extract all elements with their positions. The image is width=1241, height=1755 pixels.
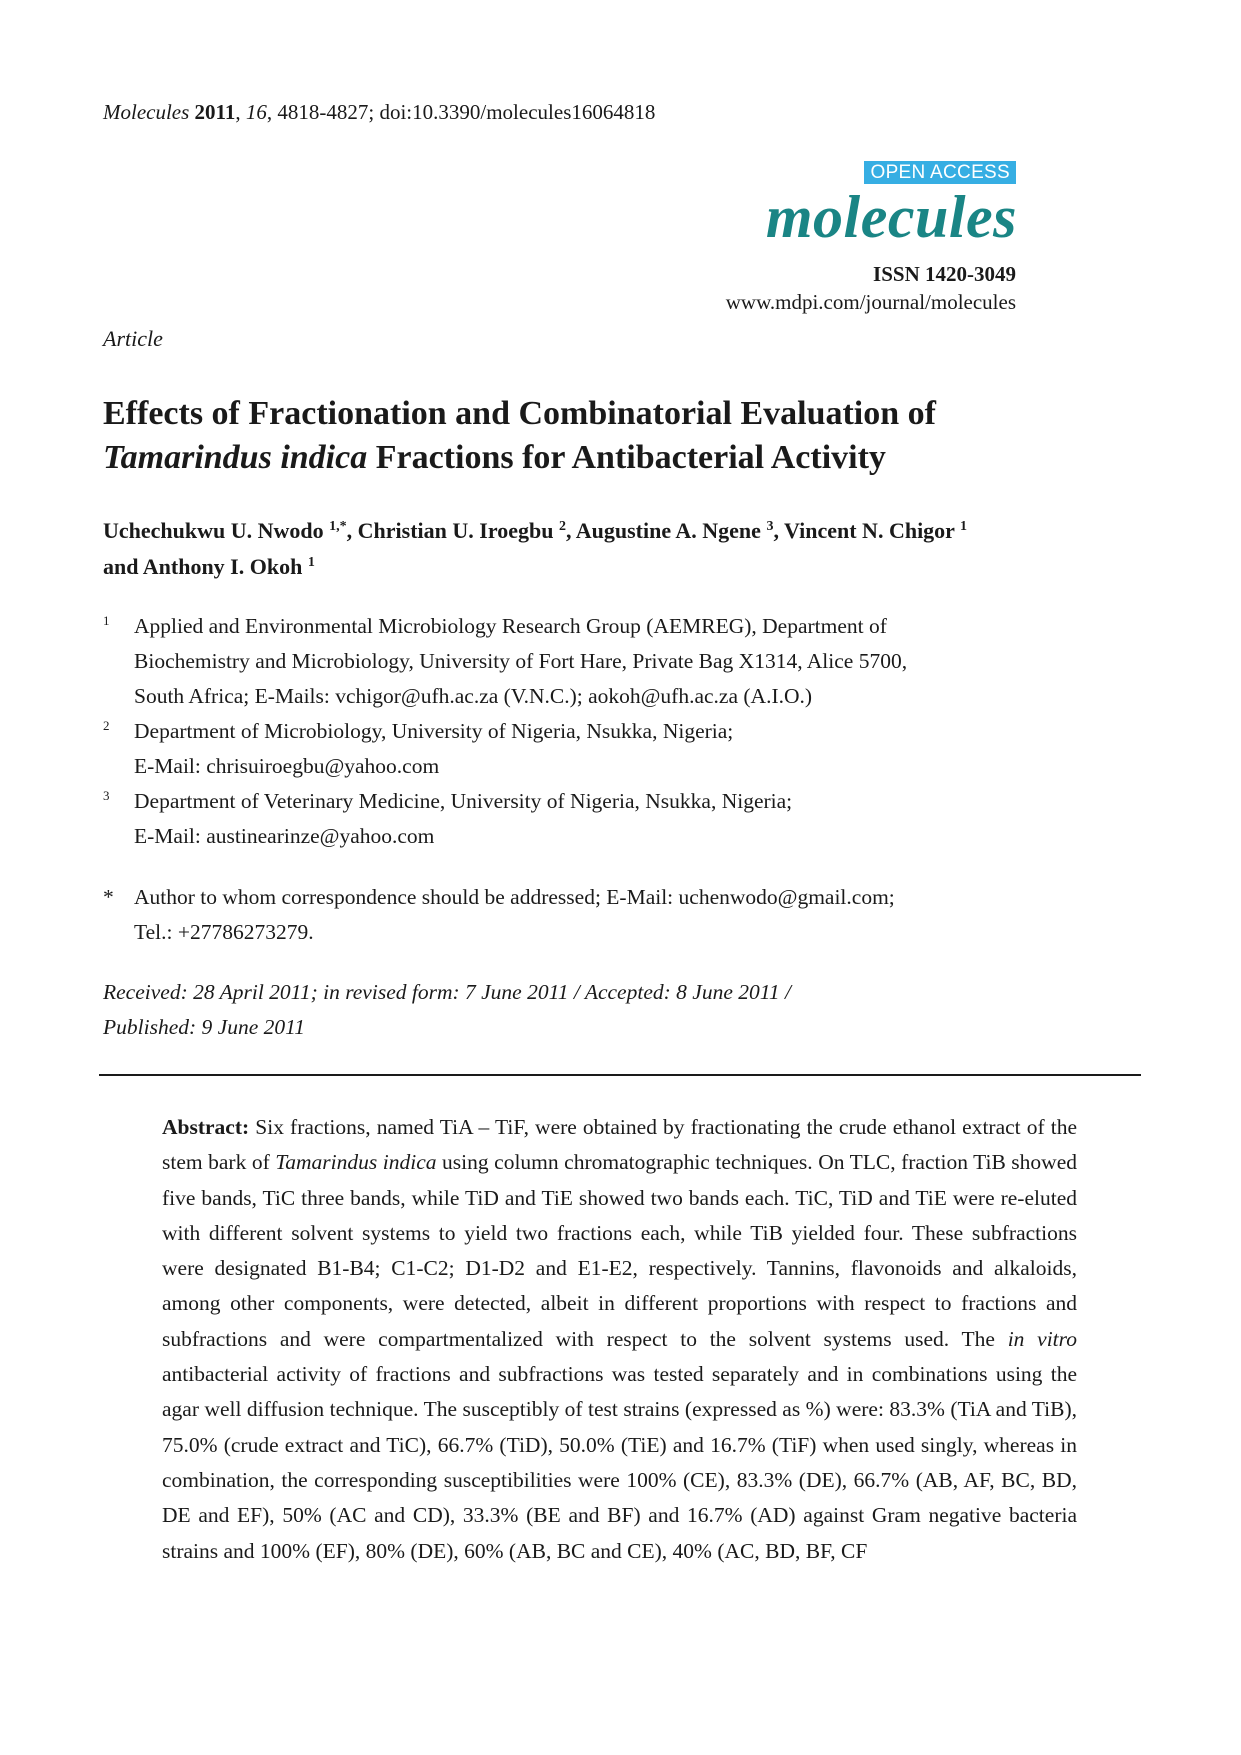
journal-url[interactable]: www.mdpi.com/journal/molecules [725,290,1016,314]
author: Vincent N. Chigor [784,518,955,543]
abstract-text-2: using column chromatographic techniques. On TLC, fraction TiB showed five bands, TiC three bands, while TiD and TiE showed two bands each. TiC, TiD and TiE were re-eluted with different solvent systems to yield two fractions each, while TiB yielded four. These subfractions were designated B1-B4; C1-C2; D1-D2 and E1-E2, respectively. Tannins, flavonoids and alkaloids, among other components, were detected, albeit in different proportions with respect to fractions and subfractions and were compartmentalized with respect to the solvent systems used. The [162,1150,1077,1351]
abstract [162,1110,1077,1569]
asterisk-marker: * [103,885,114,909]
abstract-text-1: Six fractions, named TiA – TiF, were obtained by fractionating the crude ethanol extract of the stem bark of [162,1115,1077,1175]
abstract-label: Abstract: [162,1115,250,1139]
author: Uchechukwu U. Nwodo [103,518,324,543]
abstract-text-3: antibacterial activity of fractions and subfractions was tested separately and in combinations using the agar well diffusion technique. The susceptibly of test strains (expressed as %) were: 83.3% (TiA and TiB), 75.0% (crude extract and TiC), 66.7% (TiD), 50.0% (TiE) and 16.7% (TiF) when used singly, whereas in combination, the corresponding susceptibilities were 100% (CE), 83.3% (DE), 66.7% (AB, AF, BC, BD, DE and EF), 50% (AC and CD), 33.3% (BE and BF) and 16.7% (AD) against Gram negative bacteria strains and 100% (EF), 80% (DE), 60% (AB, BC and CE), 40% (AC, BD, BF, CF [162,1362,1077,1563]
affiliation-line: Applied and Environmental Microbiology Research Group (AEMREG), Department of [134,614,887,638]
affiliation-1 [103,609,1103,714]
citation-pages-doi: , 4818-4827; doi:10.3390/molecules16064818 [266,100,656,124]
abstract-in-vitro: in vitro [1007,1326,1077,1351]
affiliation-line: E-Mail: austinearinze@yahoo.com [134,824,435,848]
divider [99,1074,1141,1076]
open-access-badge: OPEN ACCESS [864,161,1016,184]
author-list [103,513,1153,585]
citation-line: Molecules 2011, 16, 4818-4827; doi:10.3390/molecules16064818 [103,100,656,124]
affiliation-line: South Africa; E-Mails: vchigor@ufh.ac.za (V.N.C.); aokoh@ufh.ac.za (A.I.O.) [134,684,813,708]
author-affil-sup: 3 [766,519,774,534]
author: Christian U. Iroegbu [357,518,554,543]
author-separator: , [773,518,785,543]
affiliation-line: Biochemistry and Microbiology, University of Fort Hare, Private Bag X1314, Alice 5700, [134,649,908,673]
title-line-1: Effects of Fractionation and Combinatorial Evaluation of [103,395,936,432]
issn: ISSN 1420-3049 [873,262,1016,286]
dates-line-2: Published: 9 June 2011 [103,1015,306,1039]
author: and Anthony I. Okoh [103,554,303,579]
author-separator: , [346,518,358,543]
author-affil-sup: 1,* [329,519,347,534]
affiliation-2 [103,714,1103,784]
affiliation-line: E-Mail: chrisuiroegbu@yahoo.com [134,754,440,778]
affiliation-number: 3 [103,788,110,803]
affiliations [103,609,1103,854]
correspondence-line: Author to whom correspondence should be addressed; E-Mail: uchenwodo@gmail.com; [134,885,895,909]
author-separator: , [565,518,576,543]
citation-year: 2011 [194,100,236,124]
author-affil-sup: 1 [960,519,968,534]
citation-journal: Molecules [103,100,190,124]
publication-dates [103,975,1003,1045]
paper-title [103,392,1143,480]
title-species: Tamarindus indica [103,439,368,476]
affiliation-number: 1 [103,613,110,628]
article-type: Article [103,326,163,351]
author-affil-sup: 2 [558,519,566,534]
correspondence-note [103,880,1103,950]
journal-logo: molecules [765,184,1017,250]
affiliation-3 [103,784,1103,854]
affiliation-number: 2 [103,718,110,733]
title-line-2: Fractions for Antibacterial Activity [367,439,886,476]
author-affil-sup: 1 [307,555,315,570]
abstract-species: Tamarindus indica [275,1150,437,1175]
author: Augustine A. Ngene [575,518,761,543]
correspondence-line: Tel.: +27786273279. [134,920,314,944]
affiliation-line: Department of Veterinary Medicine, University of Nigeria, Nsukka, Nigeria; [134,789,793,813]
citation-volume: 16 [245,100,267,124]
affiliation-line: Department of Microbiology, University of Nigeria, Nsukka, Nigeria; [134,719,734,743]
dates-line-1: Received: 28 April 2011; in revised form: 7 June 2011 / Accepted: 8 June 2011 / [103,980,791,1004]
